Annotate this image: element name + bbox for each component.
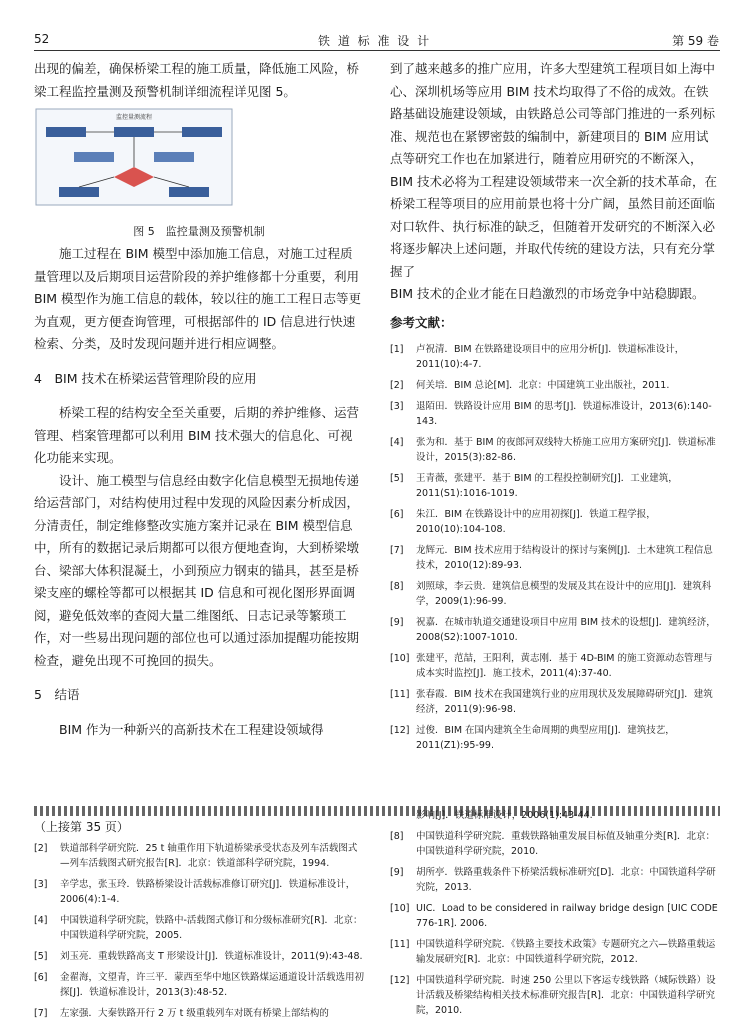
left-column: [34, 58, 364, 741]
reference-item: [390, 399, 720, 429]
reference-item: [390, 507, 720, 537]
header-rule: [34, 50, 720, 51]
reference-item: [390, 471, 720, 501]
reference-text: 中国铁道科学研究院．《铁路主要技术政策》专题研究之六—铁路重载运输发展研究[R]．北京：中国铁道科学研究院，2012.: [416, 939, 716, 965]
reference-number: [7]: [34, 1008, 48, 1019]
reference-text: 铁道部科学研究院．25 t 轴重作用下轨道桥梁承受状态及列车活载图式—列车活载图式研究报告[R]．北京：铁道部科学研究院，1994.: [60, 843, 358, 869]
reference-item: [34, 841, 364, 871]
reference-text: 辛学忠，张玉玲．铁路桥梁设计活载标准修订研究[J]．铁道标准设计，2006(4):1-4.: [60, 879, 356, 905]
para-4: 设计、施工模型与信息经由数字化信息模型无损地传递给运营部门，对结构使用过程中发现的风险因素分析成因，分清责任，制定维修整改实施方案并记录在 BIM 模型信息中，所有的数据记录后期都可以很方便地查询，大到桥梁墩台、梁部大体积混凝土，小到预应力钢束的锚具，甚至是桥梁支座的螺栓等都可以根据其 ID 信息和可视化图形界面调阅，避免低效率的查阅大量二维图纸、日志记录等繁琐工作，对一些易出现问题的部位也可以通过添加提醒功能按期检查，避免出现不可挽回的损失。: [34, 472, 360, 668]
reference-item: [34, 877, 364, 907]
reference-text: 何关培．BIM 总论[M]．北京：中国建筑工业出版社，2011.: [416, 380, 670, 391]
reference-number: [11]: [390, 689, 410, 700]
figure-title: 监控量测流程: [115, 114, 153, 121]
journal-title: 铁 道 标 准 设 计: [318, 34, 432, 48]
reference-text: 退陌田．铁路设计应用 BIM 的思考[J]．铁道标准设计，2013(6):140-143.: [416, 401, 712, 427]
reference-text: 张为和．基于 BIM 的夜郎河双线特大桥施工应用方案研究[J]．铁道标准设计，2015(3):82-86.: [416, 437, 716, 463]
reference-item: [34, 1006, 364, 1021]
reference-text: 金翟海，文望青，许三平．蒙西至华中地区铁路煤运通道设计活载选用初探[J]．铁道标准设计，2013(3):48-52.: [60, 972, 365, 998]
section-5-heading: 5 结语: [34, 687, 80, 702]
reference-number: [12]: [390, 725, 410, 736]
bottom-right: [390, 808, 720, 1024]
reference-text: 王青薇，张建平．基于 BIM 的工程投控制研究[J]．工业建筑，2011(S1):1016-1019.: [416, 473, 678, 499]
para-2: 施工过程在 BIM 模型中添加施工信息，对施工过程质量管理以及后期项目运营阶段的养护维修都十分重要，利用 BIM 模型作为施工信息的载体，较以往的施工工程日志等更为直观，更方便查询管理，可根据部件的 ID 信息进行快速检索、分类，及时发现问题并进行相应调整。: [34, 246, 362, 351]
reference-number: [2]: [390, 380, 404, 391]
reference-item: [390, 829, 720, 859]
reference-text: 中国铁道科学研究院．时速 250 公里以下客运专线铁路（城际铁路）设计活载及桥梁结构相关技术标准研究报告[R]．北京：中国铁道科学研究院，2010.: [416, 975, 716, 1016]
references-title: 参考文献：: [390, 314, 453, 330]
reference-number: [8]: [390, 581, 404, 592]
reference-text: 中国铁道科学研究院，铁路中-活载图式修订和分级标准研究[R]．北京：中国铁道科学研究院，2005.: [60, 915, 363, 941]
reference-number: [6]: [34, 972, 48, 983]
reference-item: [390, 378, 720, 393]
reference-text: 张建平，范喆，王阳利，黄志刚．基于 4D-BIM 的施工资源动态管理与成本实时监控[J]．施工技术，2011(4):37-40.: [416, 653, 713, 679]
para-3: 桥梁工程的结构安全至关重要，后期的养护维修、运营管理、档案管理都可以利用 BIM 技术强大的信息化、可视化功能来实现。: [34, 405, 360, 465]
reference-item: [390, 615, 720, 645]
page-number: 52: [34, 32, 50, 46]
reference-number: [9]: [390, 617, 404, 628]
reference-number: [8]: [390, 831, 404, 842]
section-4-heading: 4 BIM 技术在桥梁运营管理阶段的应用: [34, 370, 257, 386]
volume: 第 59 卷: [672, 34, 719, 48]
reference-item: [390, 651, 720, 681]
right-para-1: 到了越来越多的推广应用，许多大型建筑工程项目如上海中心、深圳机场等应用 BIM 技术均取得了不俗的成效。在铁路基础设施建设领域，由铁路总公司等部门推进的一系列标准、规范也在紧锣密鼓的编制中，新建项目的 BIM 应用试点等研究工作也在加紧进行，随着应用研究的不断深入，BIM 技术必将为工程建设领域带来一次全新的技术革命，在桥梁工程等项目的应用前景也将十分广阔，虽然目前还面临对口软件、执行标准的缺乏，但随着开发研究的不断深入必将逐步解决上述问题，并取代传统的建设方法，只有充分掌握了: [390, 61, 718, 279]
reference-item: [390, 543, 720, 573]
reference-text: 卢祝清．BIM 在铁路建设项目中的应用分析[J]．铁道标准设计，2011(10):4-7.: [416, 344, 685, 370]
reference-number: [4]: [390, 437, 404, 448]
reference-text: 刘照球，李云贵．建筑信息模型的发展及其在设计中的应用[J]．建筑科学，2009(1):96-99.: [416, 581, 712, 607]
right-column: [390, 58, 720, 759]
reference-number: [9]: [390, 867, 404, 878]
reference-text: 张春霞．BIM 技术在我国建筑行业的应用现状及发展障碍研究[J]．建筑经济，2011(9):96-98.: [416, 689, 713, 715]
reference-number: [5]: [390, 473, 404, 484]
reference-number: [7]: [390, 545, 404, 556]
reference-item: [390, 937, 720, 967]
reference-text: 龙辉元．BIM 技术应用于结构设计的探讨与案例[J]．土木建筑工程信息技术，2010(12):89-93.: [416, 545, 713, 571]
reference-text: 过俊．BIM 在国内建筑全生命周期的典型应用[J]．建筑技艺，2011(Z1):95-99.: [416, 725, 675, 751]
reference-number: [3]: [390, 401, 404, 412]
references-list: [390, 342, 720, 753]
reference-number: [1]: [390, 344, 404, 355]
reference-item: [390, 342, 720, 372]
reference-text: 刘玉亮．重载铁路高支 T 形梁设计[J]．铁道标准设计，2011(9):43-48.: [60, 951, 363, 962]
reference-item: [34, 949, 364, 964]
reference-item: [34, 970, 364, 1000]
right-para-2: BIM 技术的企业才能在日趋激烈的市场竞争中站稳脚跟。: [390, 286, 705, 301]
reference-number: [12]: [390, 975, 410, 986]
bottom-left-refs: [34, 841, 364, 1021]
reference-number: [6]: [390, 509, 404, 520]
reference-item: [390, 865, 720, 895]
reference-item: [390, 901, 720, 931]
reference-item: [390, 723, 720, 753]
reference-number: [10]: [390, 653, 410, 664]
reference-text: UIC．Load to be considered in railway bridge design [UIC CODE 776-1R]. 2006.: [416, 903, 718, 929]
reference-text: 朱江．BIM 在铁路设计中的应用初探[J]．铁道工程学报，2010(10):104-108.: [416, 509, 656, 535]
reference-item: [390, 435, 720, 465]
para-5: BIM 作为一种新兴的高新技术在工程建设领域得: [59, 721, 324, 737]
bottom-right-refs: [390, 829, 720, 1018]
reference-text: 胡所亭．铁路重载条件下桥梁活载标准研究[D]．北京：中国铁道科学研究院，2013.: [416, 867, 716, 893]
reference-number: [10]: [390, 903, 410, 914]
reference-item: [34, 913, 364, 943]
reference-text: 祝嘉．在城市轨道交通建设项目中应用 BIM 技术的设想[J]．建筑经济，2008(S2):1007-1010.: [416, 617, 716, 643]
figure-caption: 图 5 监控量测及预警机制: [133, 224, 265, 238]
para-intro-1: 出现的偏差，确保桥梁工程的施工质量，降低施工风险，桥梁工程监控量测及预警机制详细流程详见图 5。: [34, 61, 360, 99]
reference-number: [2]: [34, 843, 48, 854]
reference-text: 中国铁道科学研究院．重载铁路轴重发展目标值及轴重分类[R]．北京：中国铁道科学研究院，2010.: [416, 831, 716, 857]
continued-note: （上接第 35 页）: [34, 820, 129, 834]
reference-number: [5]: [34, 951, 48, 962]
reference-item: [390, 579, 720, 609]
continued-ref-tail: 影响[J]．铁道标准设计，2006(1):43-44.: [416, 810, 593, 821]
reference-item: [390, 687, 720, 717]
reference-text: 左家强．大秦铁路开行 2 万 t 级重载列车对既有桥梁上部结构的: [60, 1008, 329, 1019]
bottom-left: [34, 820, 364, 1027]
monitoring-flowchart: [34, 107, 234, 207]
reference-item: [390, 973, 720, 1018]
reference-number: [11]: [390, 939, 410, 950]
reference-number: [4]: [34, 915, 48, 926]
reference-number: [3]: [34, 879, 48, 890]
